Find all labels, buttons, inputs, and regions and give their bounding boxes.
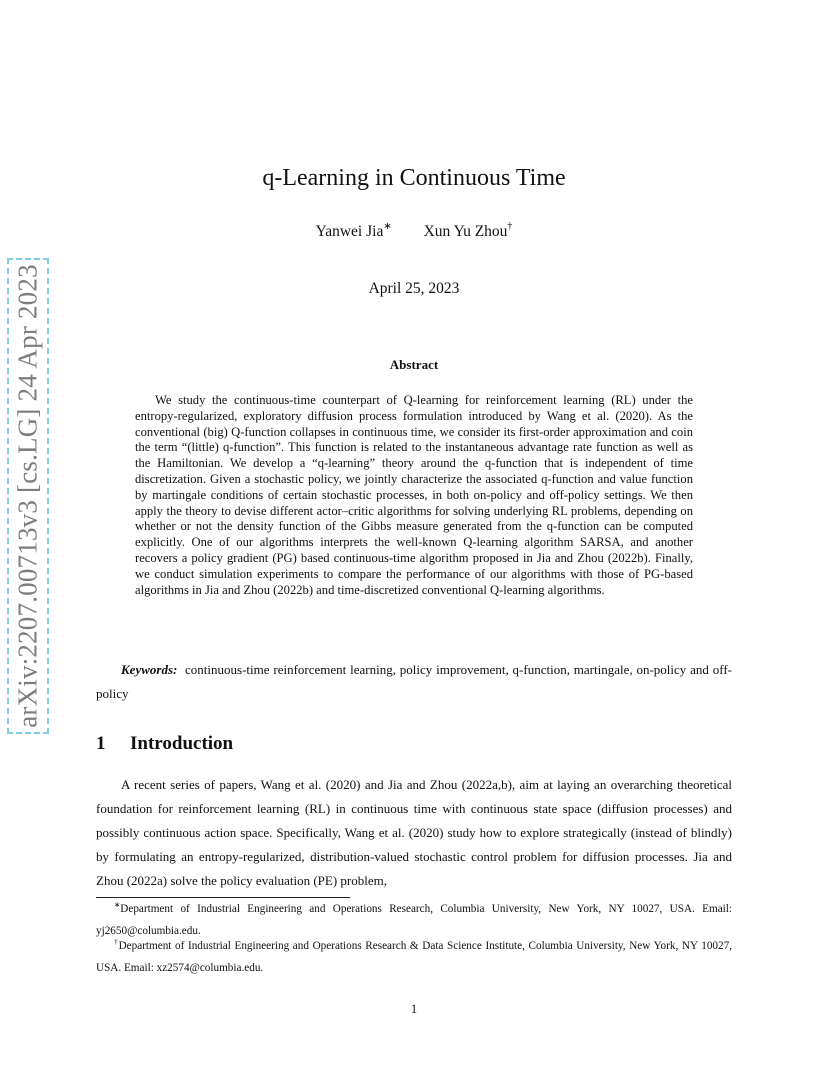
section-number: 1 [96, 733, 106, 754]
arxiv-stamp [7, 258, 49, 734]
paper-title: q-Learning in Continuous Time [262, 165, 566, 191]
keywords-text: continuous-time reinforcement learning, policy improvement, q-function, martingale, on-policy and off-policy [96, 662, 732, 701]
author-footnote-mark: † [507, 221, 513, 232]
author-footnote-mark: ∗ [383, 221, 392, 232]
author-list [0, 223, 828, 241]
footnote-text: Department of Industrial Engineering and Operations Research, Columbia University, New York, NY 10027, USA. Email: yj2650@columbia.edu. [96, 903, 732, 937]
arxiv-identifier: arXiv:2207.00713v3 [cs.LG] 24 Apr 2023 [12, 264, 43, 728]
section-title: Introduction [130, 733, 234, 754]
page-number: 1 [410, 1001, 418, 1016]
keywords-paragraph [96, 658, 732, 706]
author-1 [316, 223, 392, 240]
introduction-paragraph: A recent series of papers, Wang et al. (2020) and Jia and Zhou (2022a,b), aim at laying an overarching theoretical foundation for reinforcement learning (RL) in continuous time with continuous state space (diffusion processes) and possibly continuous action space. Specifically, Wang et al. (2020) study how to explore strategically (instead of blindly) by formulating an entropy-regularized, distribution-valued stochastic control problem for diffusion processes. Jia and Zhou (2022a) solve the policy evaluation (PE) problem, [96, 777, 732, 888]
footnote-mark: ∗ [114, 900, 121, 909]
footnote-2 [96, 935, 732, 979]
keywords-label: Keywords: [121, 662, 178, 677]
author-name: Yanwei Jia [315, 223, 384, 240]
abstract-heading: Abstract [389, 357, 439, 372]
footnote-mark: † [114, 937, 119, 946]
section-heading [96, 733, 233, 755]
abstract-text: We study the continuous-time counterpart of Q-learning for reinforcement learning (RL) under the entropy-regularized, exploratory diffusion process formulation introduced by Wang et al. (2020). As the conventional (big) Q-function collapses in continuous time, we consider its first-order approximation and coin the term “(little) q-function”. This function is related to the instantaneous advantage rate function as well as the Hamiltonian. We develop a “q-learning” theory around the q-function that is independent of time discretization. Given a stochastic policy, we jointly characterize the associated q-function and value function by martingale conditions of certain stochastic processes, in both on-policy and off-policy settings. We then apply the theory to devise different actor–critic algorithms for solving underlying RL problems, depending on whether or not the density function of the Gibbs measure generated from the q-function can be computed explicitly. One of our algorithms interprets the well-known Q-learning algorithm SARSA, and another recovers a policy gradient (PG) based continuous-time algorithm proposed in Jia and Zhou (2022b). Finally, we conduct simulation experiments to compare the performance of our algorithms with those of PG-based algorithms in Jia and Zhou (2022b) and time-discretized conventional Q-learning algorithms. [135, 393, 693, 597]
author-name: Xun Yu Zhou [423, 223, 508, 240]
author-2 [424, 223, 513, 240]
footnote-text: Department of Industrial Engineering and Operations Research & Data Science Institute, Columbia University, New York, NY 10027, USA. Email: xz2574@columbia.edu. [96, 940, 733, 974]
publication-date: April 25, 2023 [368, 280, 460, 297]
